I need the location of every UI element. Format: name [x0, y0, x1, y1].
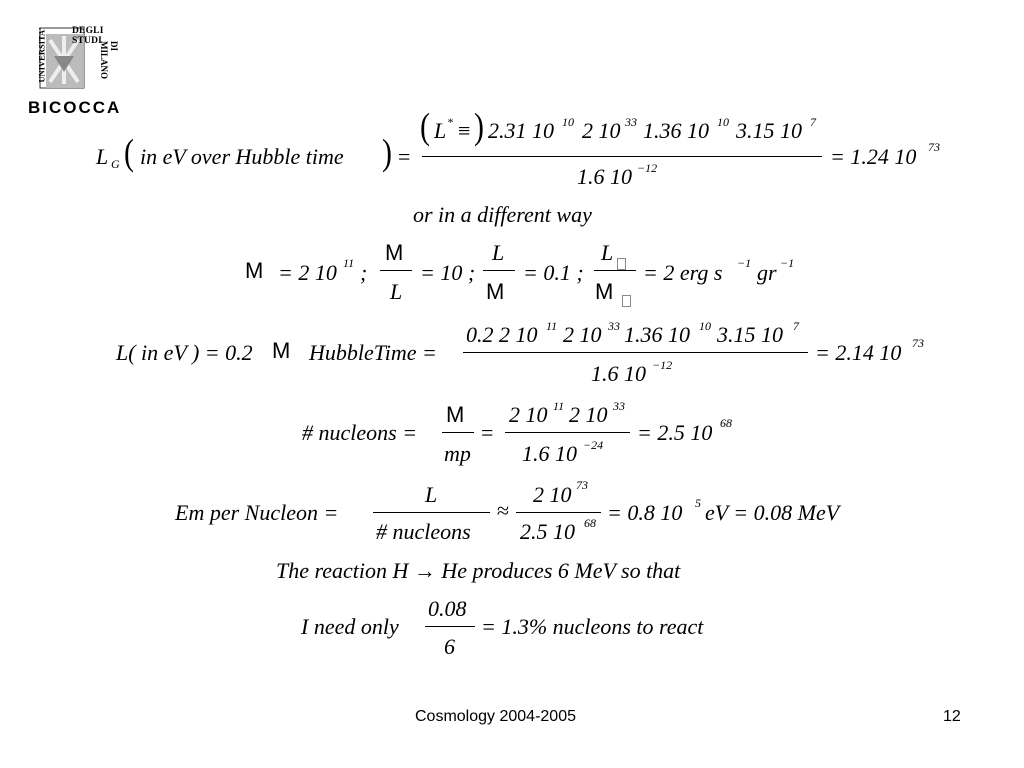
eq1-den: 1.6 10: [577, 164, 632, 189]
caption-different-way: or in a different way: [413, 202, 592, 227]
eq4-num-part1: 2 10: [509, 402, 548, 427]
eq4-result: = 2.5 10: [637, 420, 713, 445]
eq5-num: 2 10: [533, 482, 572, 507]
eq5-num-exp: 73: [576, 478, 588, 492]
eq1-num-part2: 2 10: [582, 118, 621, 143]
eq1-num-L: L: [434, 118, 447, 143]
eq5-den: 2.5 10: [520, 519, 575, 544]
eq3-result: = 2.14 10: [815, 340, 902, 365]
eq4-den: 1.6 10: [522, 441, 577, 466]
logo-right-text: DI MILANO: [99, 41, 119, 79]
eq1-num-rparen: ): [474, 105, 484, 147]
eq3-lhs-b: HubbleTime =: [309, 340, 437, 365]
eq1-lhs-paren-text: in eV over Hubble time: [140, 144, 344, 169]
eq4-num-part2: 2 10: [569, 402, 608, 427]
eq3-den-exp: −12: [652, 358, 673, 372]
eq2-frac2-bar: [483, 270, 515, 271]
eq1-num-equiv: ≡: [458, 118, 471, 143]
eq5-fraction-bar: [516, 512, 601, 513]
eq2-frac1-bar: [380, 270, 412, 271]
eq3-num-exp4: 7: [793, 319, 799, 333]
eq1-num-star: *: [447, 115, 453, 129]
eq3-num-part2: 2 10: [563, 322, 602, 347]
eq6-lhs: I need only: [301, 614, 399, 639]
eq4-num-exp2: 33: [613, 399, 625, 413]
eq4-lhs: # nucleons =: [302, 420, 418, 445]
eq1-num-exp4: 7: [810, 115, 816, 129]
eq3-num-part1: 0.2 2 10: [466, 322, 538, 347]
eq3-lhs-M: M: [272, 338, 291, 363]
eq3-lhs: L( in eV ) = 0.2: [116, 340, 253, 365]
eq6-fraction-bar: [425, 626, 475, 627]
eq2-frac3-bar: [594, 270, 636, 271]
eq5-result-exp: 5: [695, 496, 701, 510]
eq2-part1: = 2 10: [278, 260, 337, 285]
logo-left-text: UNIVERSITA': [36, 27, 47, 83]
eq5-result: = 0.8 10: [607, 500, 683, 525]
eq3-den: 1.6 10: [591, 361, 646, 386]
eq1-result-exp: 73: [928, 140, 940, 154]
eq1-num-exp3: 10: [717, 115, 729, 129]
eq5-frac1-den: # nucleons: [376, 519, 471, 544]
eq1-num-part3: 1.36 10: [643, 118, 709, 143]
eq1-num-exp1: 10: [562, 115, 574, 129]
eq3-result-exp: 73: [912, 336, 924, 350]
eq2-part3: = 0.1 ;: [523, 260, 584, 285]
eq4-frac1-den: mp: [444, 441, 471, 466]
eq1-num-lparen: (: [420, 105, 430, 147]
eq6-result: = 1.3% nucleons to react: [481, 614, 704, 639]
eq4-fraction-bar: [505, 432, 630, 433]
eq2-part2: = 10 ;: [420, 260, 476, 285]
eq3-num-part3: 1.36 10: [624, 322, 690, 347]
eq4-result-exp: 68: [720, 416, 732, 430]
eq5-lhs: Em per Nucleon =: [175, 500, 339, 525]
footer-course: Cosmology 2004-2005: [415, 708, 576, 725]
eq5-den-exp: 68: [584, 516, 596, 530]
eq2-frac1-den: L: [390, 279, 403, 304]
university-logo: [28, 26, 122, 118]
eq2-frac2-den: M: [486, 279, 505, 304]
eq3-num-exp2: 33: [608, 319, 620, 333]
eq3-fraction-bar: [463, 352, 808, 353]
eq3-num-part4: 3.15 10: [717, 322, 783, 347]
reaction-line: The reaction H → He produces 6 MeV so that: [276, 558, 681, 583]
eq2-part4-b-exp: −1: [780, 256, 795, 270]
eq3-num-exp3: 10: [699, 319, 711, 333]
eq4-num-exp1: 11: [553, 399, 565, 413]
eq1-result: = 1.24 10: [830, 144, 917, 169]
eq1-den-exp: −12: [637, 161, 658, 175]
eq2-sep1: ;: [360, 260, 368, 285]
page-number: 12: [943, 708, 961, 725]
eq3-num-exp1: 11: [546, 319, 558, 333]
eq2-frac3-den: M: [595, 279, 614, 304]
eq1-fraction-bar: [422, 156, 822, 157]
eq1-lhs-L: L: [96, 144, 109, 169]
eq2-part1-exp: 11: [343, 256, 355, 270]
eq1-lhs-sub: G: [111, 157, 120, 171]
eq4-den-exp: −24: [583, 438, 604, 452]
logo-top-text: DEGLI STUDI: [72, 26, 104, 46]
eq5-frac1-num: L: [425, 482, 438, 507]
eq1-lparen: (: [124, 131, 134, 173]
eq2-part4-b: gr: [757, 260, 777, 285]
eq2-M: M: [245, 258, 264, 283]
eq1-num-exp2: 33: [625, 115, 637, 129]
eq6-den: 6: [444, 634, 455, 659]
eq1-eq: =: [398, 144, 411, 169]
eq2-part4: = 2 erg s: [643, 260, 723, 285]
eq2-frac1-num: M: [385, 240, 404, 265]
eq1-num-part4: 3.15 10: [736, 118, 802, 143]
eq5-frac1-bar: [373, 512, 490, 513]
eq5-approx: ≈: [497, 498, 510, 523]
logo-bicocca-text: BICOCCA: [28, 98, 122, 117]
eq2-frac2-num: L: [492, 240, 505, 265]
eq2-frac3-num: L: [601, 240, 614, 265]
eq2-frac3-num-missing-glyph-icon: [617, 258, 626, 270]
eq6-num: 0.08: [428, 596, 467, 621]
eq4-eq: =: [481, 420, 494, 445]
eq2-part4-exp: −1: [737, 256, 752, 270]
eq4-frac1-num: M: [446, 402, 465, 427]
eq5-result-b: eV = 0.08 MeV: [705, 500, 840, 525]
eq1-num-part1: 2.31 10: [488, 118, 554, 143]
eq2-frac3-den-missing-glyph-icon: [622, 295, 631, 307]
eq1-rparen: ): [382, 131, 392, 173]
eq4-frac1-bar: [442, 432, 474, 433]
